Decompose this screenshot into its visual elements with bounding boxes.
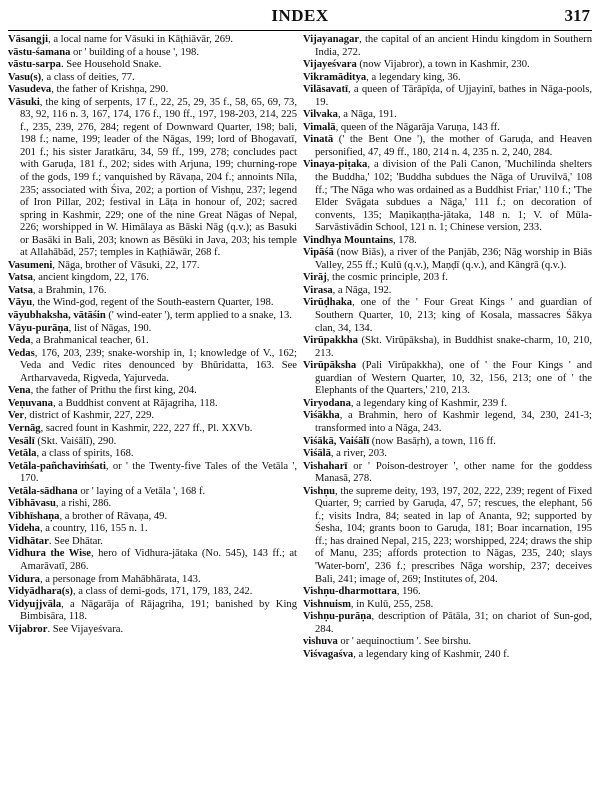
index-headword: Vimalā: [303, 121, 336, 133]
index-entry: [8, 511, 297, 524]
index-headword: vāyubhaksha, vātāśin: [8, 310, 106, 322]
index-entry-text: , the capital of an ancient Hindu kingdom in Southern India, 272.: [315, 34, 592, 58]
index-headword: Vipāśā: [303, 247, 334, 259]
index-entry-text: , a Brahmin, 176.: [32, 284, 107, 296]
index-headword: Vesālī: [8, 435, 35, 447]
index-headword: Vikramāditya: [303, 71, 367, 83]
index-headword: vishuva: [303, 636, 338, 648]
index-headword: Vernāg: [8, 422, 41, 434]
index-entry-text: , a Buddhist convent at Rājagriha, 118.: [52, 397, 218, 409]
index-headword: Vilāsavatī: [303, 84, 348, 96]
index-entry: [303, 398, 592, 411]
index-entry-text: . See Dhātar.: [48, 535, 103, 547]
index-entry: [8, 285, 297, 298]
index-entry-text: , one of the ' Four Great Kings ' and guardian of Southern Quarter, 10, 213; king of Kosala, massacres Śākya clan, 34, 134.: [315, 297, 592, 334]
index-entry: [303, 636, 592, 649]
index-entry-text: , or ' the Twenty-five Tales of the Vetāla ', 170.: [20, 460, 297, 485]
index-entry: [8, 486, 297, 499]
index-headword: Vatsa: [8, 272, 33, 284]
index-headword: Ver: [8, 410, 25, 422]
index-entry: [303, 586, 592, 599]
index-entry: [303, 360, 592, 398]
index-entry: [303, 486, 592, 586]
index-headword: Virāj: [303, 272, 327, 284]
index-entry: [8, 260, 297, 273]
index-entry: [303, 34, 592, 59]
index-entry-text: , the father of Prithu the first king, 204.: [30, 385, 197, 397]
index-headword: Vijabror: [8, 623, 48, 635]
index-entry-text: or ' aequinoctium '. See birshu.: [337, 636, 472, 648]
index-headword: Vidura: [8, 573, 40, 585]
index-column-right: [303, 34, 592, 661]
index-headword: Vasumeni: [8, 259, 53, 271]
index-entry-text: or ' building of a house ', 198.: [70, 46, 199, 58]
index-entry-text: , list of Nāgas, 190.: [68, 322, 152, 334]
index-entry-text: , 176, 203, 239; snake-worship in, 1; knowledge of V., 162; Veda and Vedic rites denounced by Bhūridatta, 163. See Artharvaveda, Rigveda, Yajurveda.: [20, 347, 297, 384]
index-entry: [303, 448, 592, 461]
index-entry-text: , a Brahmin, hero of Kashmir legend, 34, 230, 241-3; transformed into a Nāga, 243.: [315, 410, 592, 434]
index-headword: Veda: [8, 335, 31, 347]
index-entry: [8, 97, 297, 260]
index-entry-text: , ancient kingdom, 22, 176.: [32, 272, 149, 284]
index-headword: Vetāla-sādhana: [8, 485, 78, 497]
index-entry-text: (Skt. Vaiśālī), 290.: [34, 435, 117, 447]
index-headword: Vibhīshaṇa: [8, 510, 60, 522]
index-columns: [8, 34, 592, 661]
index-headword: Vidhura the Wise: [8, 548, 91, 560]
index-entry: [8, 448, 297, 461]
index-entry-text: , a queen of Tārāpīḍa, of Ujjayinī, bathes in Nāga-pools, 19.: [315, 84, 592, 108]
index-entry-text: , a legendary king of Kashmir, 240 f.: [353, 648, 510, 660]
index-entry: [303, 410, 592, 435]
index-headword: Vāyu-purāṇa: [8, 322, 69, 334]
index-headword: Virūḍhaka: [303, 297, 353, 309]
index-entry: [8, 310, 297, 323]
index-headword: Vishṇu: [303, 485, 335, 497]
index-headword: Viryodana: [303, 397, 351, 409]
index-entry-text: , 196.: [396, 586, 421, 598]
index-entry: [303, 297, 592, 335]
index-entry: [303, 84, 592, 109]
index-headword: Vinaya-piṭaka: [303, 159, 368, 171]
index-entry-text: , hero of Vidhura-jātaka (No. 545), 143 ff.; at Amarāvatī, 286.: [20, 548, 297, 572]
index-headword: Vidhātar: [8, 535, 49, 547]
page-header: [8, 6, 592, 31]
index-entry: [303, 72, 592, 85]
index-entry-text: , description of Pātāla, 31; on chariot of Sun-god, 284.: [315, 611, 592, 635]
index-entry-text: , queen of the Nāgarāja Varuṇa, 143 ff.: [335, 121, 500, 133]
index-entry-text: , a Nāga, 192.: [332, 284, 392, 296]
index-entry-text: . See Vijayeśvara.: [47, 623, 124, 635]
index-entry: [303, 335, 592, 360]
index-entry-text: , a Brahmanical teacher, 61.: [30, 335, 149, 347]
index-entry: [8, 599, 297, 624]
index-entry-text: (now Vijabror), a town in Kashmir, 230.: [356, 59, 530, 71]
index-entry-text: or ' laying of a Vetāla ', 168 f.: [77, 485, 206, 497]
index-entry: [303, 272, 592, 285]
index-entry: [8, 59, 297, 72]
index-entry-text: , a brother of Rāvaṇa, 49.: [59, 510, 168, 522]
index-headword: Vindhya Mountains: [303, 234, 393, 246]
index-entry: [303, 159, 592, 234]
index-entry-text: , sacred fount in Kashmir, 222, 227 ff., Pl. XXVb.: [40, 422, 253, 434]
index-entry: [8, 574, 297, 587]
index-headword: Videha: [8, 523, 40, 535]
index-headword: Viśākha: [303, 410, 340, 422]
index-entry: [8, 348, 297, 386]
index-entry: [303, 285, 592, 298]
index-entry-text: , the supreme deity, 193, 197, 202, 222, 239; regent of Fixed Quarter, 9; carried by Garuḍa, 47, 57; rescues, the elephant, 56 f.; visits Indra, 84; seated in lap of Ananta, 92; supported by Śesha, 104; grants boon to Garuḍa, 181; Boar incarnation, 195 ff.; has drained Nepal, 215, 223; worshipped, 224; draws the ship of Manu, 235; affords protection to Nāgas, 235, 240; slays 'Water-born', 236 f.; prescribes Nāga worship, 237; deceives Bali, 241; image of, 269; Institutes of, 204.: [315, 485, 592, 585]
index-entry-text: , the cosmic principle, 203 f.: [326, 272, 448, 284]
index-headword: Vāsangji: [8, 34, 49, 45]
index-entry: [303, 109, 592, 122]
index-headword: Vatsa: [8, 284, 33, 296]
index-entry: [8, 436, 297, 449]
index-entry: [303, 247, 592, 272]
index-entry-text: , the father of Krishṇa, 290.: [51, 84, 169, 96]
index-entry-text: (now Basāṛh), a town, 116 ff.: [369, 435, 496, 447]
index-headword: Vidyādhara(s): [8, 586, 73, 598]
index-entry: [8, 586, 297, 599]
index-entry: [8, 47, 297, 60]
index-entry: [8, 323, 297, 336]
index-headword: Vijayeśvara: [303, 59, 357, 71]
index-entry: [8, 72, 297, 85]
index-headword: Vāyu: [8, 297, 33, 309]
index-entry: [303, 436, 592, 449]
index-entry: [303, 461, 592, 486]
index-entry-text: (' the Bent One '), the mother of Garuḍa, and Heaven personified, 47, 49 ff., 180, 214 n. 4, 235 n. 2, 240, 284.: [315, 134, 592, 158]
index-entry-text: (now Biās), a river of the Panjāb, 236; Nāg worship in Biās Valley, 255 ff.; Kulū (q.v.), Maṇḍī (q.v.), and Kāngrā (q.v.).: [315, 247, 592, 271]
index-entry: [8, 410, 297, 423]
index-entry-text: , a river, 203.: [330, 448, 387, 460]
index-headword: Virūpakkha: [303, 335, 358, 347]
index-entry-text: , a class of spirits, 168.: [36, 448, 134, 460]
index-entry: [8, 84, 297, 97]
index-headword: Vijayanagar: [303, 34, 360, 45]
index-entry: [303, 649, 592, 662]
index-entry: [8, 398, 297, 411]
index-entry: [8, 498, 297, 511]
index-entry: [8, 536, 297, 549]
index-entry: [8, 385, 297, 398]
index-entry: [303, 235, 592, 248]
index-entry-text: , a Nāga, 191.: [337, 109, 397, 121]
index-headword: Vishnuism: [303, 598, 351, 610]
index-entry: [8, 34, 297, 47]
index-entry: [8, 461, 297, 486]
index-headword: Vinatā: [303, 134, 334, 146]
index-entry-text: , the king of serpents, 17 f., 22, 25, 29, 35 f., 58, 65, 69, 73, 83, 92, 116 n. 3, 167, 174, 176 f., 190 ff., 197, 198-203, 214, 225 f., 235, 239, 276, 284; regent of Downward Quarter, 198; bali, 198 f.; name, 199; leader of the Nāgas, 199; lord of Bhogavatī, 201 f.; his sister Jaratkāru, 34, 59 ff., 199, 278; concludes pact with Garuḍa, 181 f., 202; sides with Arjuna, 199; churning-rope of the gods, 199 f.; vanquished by Rāvaṇa, 204 f.; annoints Nīla, 235; associated with Śiva, 202; a portion of Vishṇu, 237; legend of Iron Pillar, 202; festival in Lāṭa in honour of, 202; sacred spring in Kashmir, 229; one of the nine Great Nāgas of Nepal, 226; worshipped in W. Himālaya as Bāski Nāg (q.v.); as Basuki or Basāki in Bali, 203; known as Bēsūki in Java, 203; his temple at Allahābād, 257; temples in Kaṭhiāwār, 268 f.: [20, 96, 297, 259]
index-entry-text: , district of Kashmir, 227, 229.: [24, 410, 155, 422]
index-entry: [8, 624, 297, 637]
index-headword: Virasa: [303, 284, 333, 296]
index-entry-text: , a rishi, 286.: [55, 498, 112, 510]
index-entry-text: (Skt. Virūpāksha), in Buddhist snake-charm, 10, 210, 213.: [315, 335, 592, 359]
index-entry-text: , a division of the Pali Canon, 'Muchilinda shelters the Buddha,' 102; 'Buddha subdues the Nāga of Uruvilvā,' 108 ff.; 'The Nāga who was ordained as a Buddhist Friar,' 110 f.; 'The Elder Svāgata subdues a Nāga,' 111 f.; on decoration of convents, 135; Maṇikaṇṭha-jātaka, 148 n. 1; V. of Mūla-Sarvāstivādin School, 121 n. 1; Chinese version, 233.: [315, 159, 592, 234]
index-headword: Vetāla-pañchaviṁśati: [8, 460, 106, 472]
index-entry-text: , the Wind-god, regent of the South-eastern Quarter, 198.: [32, 297, 274, 309]
index-column-left: [8, 34, 297, 661]
index-entry-text: or ' Poison-destroyer ', other name for the goddess Manasā, 278.: [315, 460, 592, 485]
index-entry: [8, 297, 297, 310]
index-entry: [8, 548, 297, 573]
index-headword: Vasu(s): [8, 71, 42, 83]
index-headword: Viśvagaśva: [303, 648, 354, 660]
index-entry-text: , a country, 116, 155 n. 1.: [39, 523, 148, 535]
index-headword: Vetāla: [8, 448, 37, 460]
index-headword: Vishṇu-purāṇa: [303, 611, 372, 623]
index-entry-text: , a personage from Mahābhārata, 143.: [39, 573, 201, 585]
index-headword: Vidyujjvāla: [8, 598, 62, 610]
index-headword: Vedas: [8, 347, 35, 359]
index-headword: vāstu-śamana: [8, 46, 71, 58]
index-entry: [8, 523, 297, 536]
index-entry: [8, 272, 297, 285]
index-entry-text: . See Household Snake.: [60, 59, 162, 71]
index-headword: vāstu-sarpa: [8, 59, 61, 71]
index-headword: Veṇuvana: [8, 397, 53, 409]
index-entry: [303, 122, 592, 135]
index-headword: Vishaharī: [303, 460, 348, 472]
index-entry-text: , in Kulū, 255, 258.: [350, 598, 434, 610]
index-headword: Viśālā: [303, 448, 331, 460]
index-entry-text: , a local name for Vāsuki in Kāṭhiāvār, 269.: [48, 34, 234, 45]
index-entry-text: , Nāga, brother of Vāsuki, 22, 177.: [52, 259, 200, 271]
index-entry: [8, 423, 297, 436]
index-entry-text: , a legendary king of Kashmir, 239 f.: [350, 397, 507, 409]
index-entry-text: , 178.: [392, 234, 417, 246]
index-headword: Vishṇu-dharmottara: [303, 586, 397, 598]
index-entry-text: , a class of deities, 77.: [41, 71, 135, 83]
index-headword: Virūpāksha: [303, 360, 357, 372]
index-entry: [8, 335, 297, 348]
index-entry-text: (Pali Virūpakkha), one of ' the Four Kings ' and guardian of Western Quarter, 10, 32, 156, 213; one of ' the Elephants of the Quarters,' 210, 213.: [315, 360, 592, 397]
index-entry-text: , a Nāgarāja of Rājagriha, 191; banished by King Bimbisāra, 118.: [20, 598, 297, 623]
index-headword: Vasudeva: [8, 84, 52, 96]
page-title: INDEX: [271, 6, 329, 25]
index-entry-text: (' wind-eater '), term applied to a snake, 13.: [105, 310, 292, 322]
index-entry: [303, 59, 592, 72]
index-entry: [303, 599, 592, 612]
index-entry-text: , a class of demi-gods, 171, 179, 183, 242.: [72, 586, 253, 598]
page-number: 317: [564, 6, 590, 25]
index-entry-text: , a legendary king, 36.: [366, 71, 461, 83]
index-headword: Vibhāvasu: [8, 498, 56, 510]
index-headword: Vilvaka: [303, 109, 338, 121]
index-entry: [303, 134, 592, 159]
index-entry: [303, 611, 592, 636]
index-headword: Viśākā, Vaiśālī: [303, 435, 370, 447]
index-headword: Vena: [8, 385, 31, 397]
index-headword: Vāsuki: [8, 96, 40, 108]
